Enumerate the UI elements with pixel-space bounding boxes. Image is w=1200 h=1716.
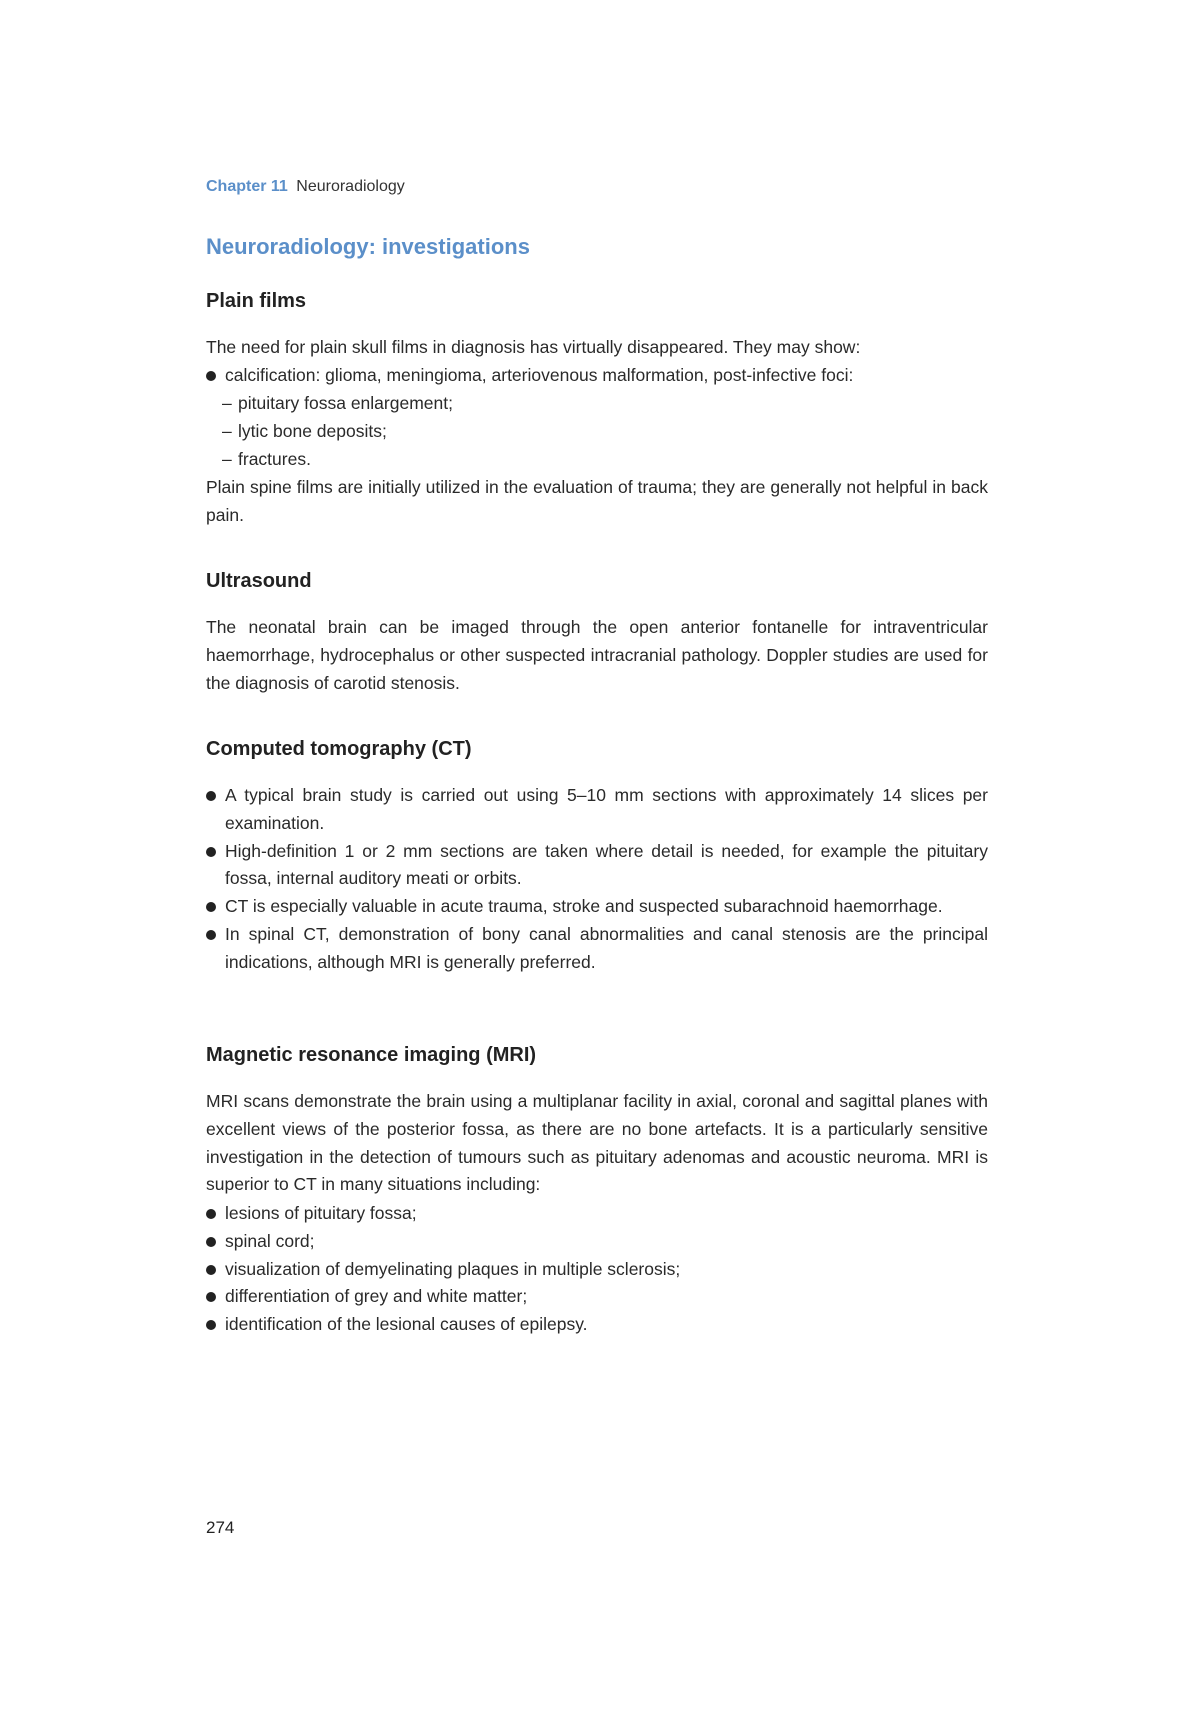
bullet-icon [206,791,216,801]
list-item [206,921,988,977]
list-item-text: visualization of demyelinating plaques in multiple sclerosis; [225,1258,681,1279]
list-item-text: pituitary fossa enlargement; [238,393,453,413]
bullet-icon [206,1292,216,1302]
heading-ct: Computed tomography (CT) [206,738,472,760]
dash-icon: – [222,448,232,469]
list-item-text: spinal cord; [225,1230,315,1251]
bullet-icon [206,1209,216,1219]
bullet-icon [206,930,216,940]
ultrasound-text: The neonatal brain can be imaged through the open anterior fontanelle for intraventricular haemorrhage, hydrocephalus or other suspected intracranial pathology. Doppler studies are used for the diagnosis of carotid stenosis. [206,617,988,693]
chapter-topic: Neuroradiology [296,178,405,195]
heading-plain-films: Plain films [206,290,307,312]
dash-icon: – [222,420,232,441]
plain-films-outro: Plain spine films are initially utilized in the evaluation of trauma; they are generally not helpful in back pain. [206,477,988,525]
bullet-icon [206,1265,216,1275]
list-item [206,893,988,921]
list-item-text: CT is especially valuable in acute trauma, stroke and suspected subarachnoid haemorrhage. [225,896,943,917]
list-item [206,1311,988,1339]
page-number: 274 [206,1518,235,1537]
list-item [206,1256,988,1284]
page-title: Neuroradiology: investigations [206,234,530,259]
list-item [206,362,988,390]
list-item-text: lesions of pituitary fossa; [225,1203,417,1223]
bullet-icon [206,1237,216,1247]
list-item-text: identification of the lesional causes of epilepsy. [225,1314,588,1335]
list-item-text: High-definition 1 or 2 mm sections are taken where detail is needed, for example the pituitary fossa, internal auditory meati or orbits. [225,840,988,889]
list-item [206,1200,988,1228]
mri-text: MRI scans demonstrate the brain using a multiplanar facility in axial, coronal and sagittal planes with excellent views of the posterior fossa, as there are no bone artefacts. It is a particularly sensitive investigation in the detection of tumours such as pituitary adenomas and acoustic neuroma. MRI is superior to CT in many situations including: [206,1091,988,1195]
heading-ultrasound: Ultrasound [206,570,312,592]
dash-icon: – [222,393,232,413]
list-item [206,1228,988,1256]
list-item-text: In spinal CT, demonstration of bony canal abnormalities and canal stenosis are the principal indications, although MRI is generally preferred. [225,923,988,972]
bullet-icon [206,847,216,857]
list-item-text: differentiation of grey and white matter; [225,1286,528,1307]
bullet-icon [206,1320,216,1330]
list-item [222,390,453,418]
list-item [222,418,453,446]
list-item-text: fractures. [238,448,311,469]
plain-films-intro: The need for plain skull films in diagnosis has virtually disappeared. They may show: [206,337,861,357]
list-item [206,782,988,838]
bullet-icon [206,902,216,912]
running-head [206,178,405,196]
list-item [222,446,453,474]
list-item [206,1283,988,1311]
plain-films-bullet-list [206,362,988,390]
heading-mri: Magnetic resonance imaging (MRI) [206,1044,537,1066]
list-item [206,838,988,894]
list-item-text: A typical brain study is carried out using 5–10 mm sections with approximately 14 slices per examination. [225,785,988,833]
list-item-text: calcification: glioma, meningioma, arteriovenous malformation, post-infective foci: [225,365,854,385]
list-item-text: lytic bone deposits; [238,420,387,441]
bullet-icon [206,371,216,381]
plain-films-dash-list [222,390,453,473]
mri-bullet-list [206,1200,988,1339]
chapter-label: Chapter 11 [206,178,288,195]
ct-bullet-list [206,782,988,977]
